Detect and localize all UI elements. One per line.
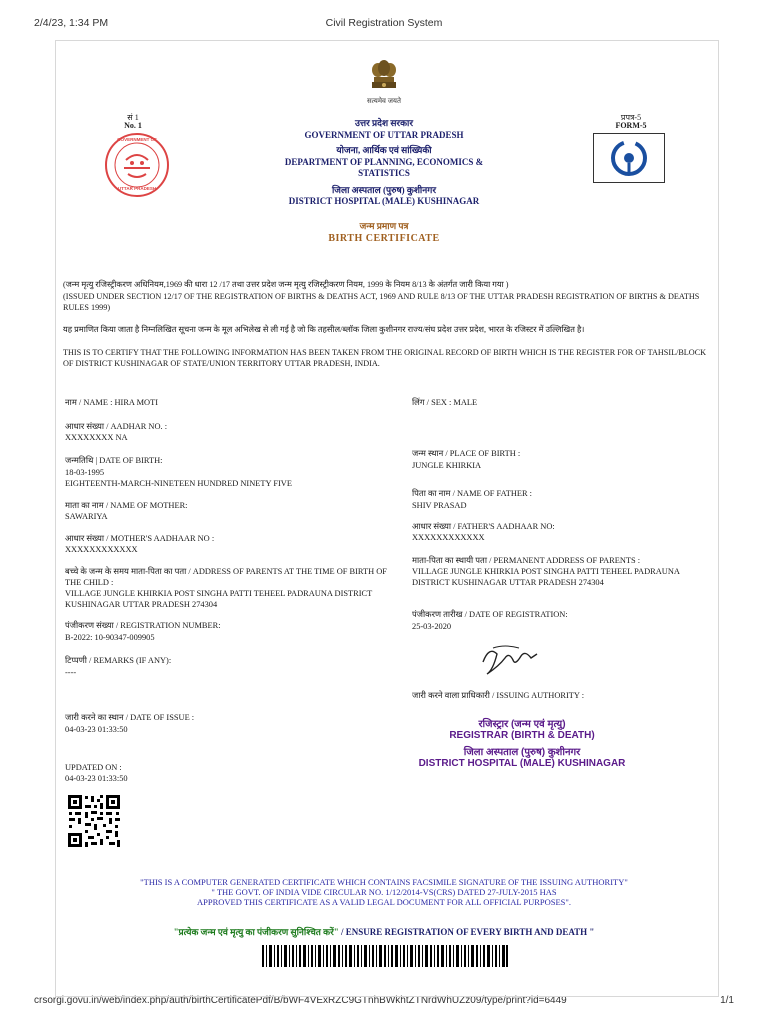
computer-generated-note: "THIS IS A COMPUTER GENERATED CERTIFICATE WHICH CONTAINS FACSIMILE SIGNATURE OF THE ISSUING AUTHORITY" (140, 877, 628, 887)
child-name: नाम / NAME : HIRA MOTI (65, 398, 159, 407)
mother-aadhaar-label: आधार संख्या / MOTHER'S AADHAAR NO : (65, 534, 215, 543)
hospital-name-en: DISTRICT HOSPITAL (MALE) KUSHINAGAR (288, 196, 480, 206)
registrar-stamp-en: REGISTRAR (BIRTH & DEATH) (449, 730, 595, 741)
child-sex: लिंग / SEX : MALE (412, 398, 478, 407)
certificate-title-en: BIRTH CERTIFICATE (328, 233, 440, 244)
registrar-signature-icon (475, 640, 545, 680)
updated-on-label: UPDATED ON : (65, 763, 122, 772)
mother-aadhaar-value: XXXXXXXXXXXX (65, 545, 138, 554)
address-at-birth-value: VILLAGE JUNGLE KHIRKIA POST SINGHA PATTI TEHEEL PADRAUNA DISTRICT KUSHINAGAR UTTAR PRADESH 274304 (65, 589, 373, 609)
father-aadhaar-label: आधार संख्या / FATHER'S AADHAAR NO: (412, 522, 555, 531)
print-page-title: Civil Registration System (325, 17, 443, 29)
dept-name-hi: योजना, आर्थिक एवं सांख्यिकी (336, 145, 432, 155)
certify-hi: यह प्रमाणित किया जाता है निम्नलिखित सूचना जन्म के मूल अभिलेख से ली गई है जो कि तहसील/ब्लॉक जिला कुशीनगर राज्य/संघ प्रदेश उत्तर प्रदेश, भारत के रजिस्टर में उल्लिखित है। (63, 325, 585, 334)
dob-words: EIGHTEENTH-MARCH-NINETEEN HUNDRED NINETY FIVE (65, 479, 292, 488)
updated-on-value: 04-03-23 01:33:50 (65, 774, 128, 783)
seal-text-bottom: UTTAR PRADESH (117, 186, 157, 191)
registration-number-label: पंजीकरण संख्या / REGISTRATION NUMBER: (65, 621, 221, 630)
national-emblem-icon (367, 58, 401, 98)
issued-under-hi: (जन्म मृत्यु रजिस्ट्रीकरण अधिनियम,1969 की धारा 12 /17 तथा उत्तर प्रदेश जन्म मृत्यु रजिस्ट्रीकरण नियम, 1999 के नियम 8/13 के अंतर्गत जारी किया गया ) (63, 280, 509, 289)
place-of-birth-label: जन्म स्थान / PLACE OF BIRTH : (412, 449, 521, 458)
qr-code-icon (66, 793, 122, 849)
certificate-title-hi: जन्म प्रमाण पत्र (359, 221, 409, 231)
dept-name-en-1: DEPARTMENT OF PLANNING, ECONOMICS & (284, 157, 484, 167)
issuing-authority-label: जारी करने वाला प्राधिकारी / ISSUING AUTHORITY : (412, 691, 585, 700)
emblem-motto: सत्यमेव जयते (367, 97, 401, 105)
certify-en: THIS IS TO CERTIFY THAT THE FOLLOWING INFORMATION HAS BEEN TAKEN FROM THE ORIGINAL RECORD OF BIRTH WHICH IS THE REGISTER FOR OF TAHSIL/BLOCK OF DISTRICT KUSHINAGAR OF STATE/UNION TERRITORY UTTAR PRADESH, INDIA. (63, 348, 707, 368)
serial-no-hi: सं 1 (127, 113, 139, 122)
father-name-label: पिता का नाम / NAME OF FATHER : (412, 489, 532, 498)
permanent-address-label: माता-पिता का स्थायी पता / PERMANENT ADDRESS OF PARENTS : (412, 556, 641, 565)
dob-value: 18-03-1995 (65, 468, 105, 477)
dob-label: जन्मतिथि | DATE OF BIRTH: (65, 456, 163, 465)
issue-date-value: 04-03-23 01:33:50 (65, 725, 128, 734)
aadhar-value: XXXXXXXX NA (65, 433, 128, 442)
dept-name-en-2: STATISTICS (358, 168, 410, 178)
print-page-count: 1/1 (720, 995, 734, 1006)
aadhar-label: आधार संख्या / AADHAR NO. : (65, 422, 168, 431)
registrar-stamp-hi: रजिस्ट्रार (जन्म एवं मृत्यु) (478, 719, 566, 730)
gov-name-hi: उत्तर प्रदेश सरकार (354, 118, 414, 128)
father-aadhaar-value: XXXXXXXXXXXX (412, 533, 485, 542)
circular-note-1: " THE GOVT. OF INDIA VIDE CIRCULAR NO. 1/12/2014-VS(CRS) DATED 27-JULY-2015 HAS (211, 887, 557, 897)
hospital-name-hi: जिला अस्पताल (पुरुष) कुशीनगर (331, 185, 437, 195)
registrar-stamp-hospital-en: DISTRICT HOSPITAL (MALE) KUSHINAGAR (418, 758, 626, 769)
form-no-hi: प्रपत्र-5 (620, 113, 642, 122)
form-no-en: FORM-5 (615, 121, 647, 130)
gov-name-en: GOVERNMENT OF UTTAR PRADESH (304, 130, 464, 140)
remarks-value: ---- (65, 668, 77, 677)
registration-date-label: पंजीकरण तारीख / DATE OF REGISTRATION: (412, 610, 568, 619)
registration-date-value: 25-03-2020 (412, 622, 452, 631)
mother-name-label: माता का नाम / NAME OF MOTHER: (65, 501, 188, 510)
crs-logo-icon (593, 133, 665, 183)
ensure-registration-slogan (60, 925, 708, 938)
issue-date-label: जारी करने का स्थान / DATE OF ISSUE : (65, 713, 195, 722)
place-of-birth-value: JUNGLE KHIRKIA (412, 461, 482, 470)
permanent-address-value: VILLAGE JUNGLE KHIRKIA POST SINGHA PATTI TEHEEL PADRAUNA DISTRICT KUSHINAGAR UTTAR PRADESH 274304 (412, 567, 680, 587)
registration-number-value: B-2022: 10-90347-009905 (65, 633, 155, 642)
circular-note-2: APPROVED THIS CERTIFICATE AS A VALID LEGAL DOCUMENT FOR ALL OFFICIAL PURPOSES". (196, 897, 572, 907)
remarks-label: टिप्पणी / REMARKS (IF ANY): (65, 656, 172, 665)
mother-name-value: SAWARIYA (65, 512, 108, 521)
serial-no-en: No. 1 (124, 121, 142, 130)
barcode-icon (262, 945, 508, 967)
father-name-value: SHIV PRASAD (412, 501, 467, 510)
issued-under-en: (ISSUED UNDER SECTION 12/17 OF THE REGISTRATION OF BIRTHS & DEATHS ACT, 1969 AND RULE 8/13 OF THE UTTAR PRADESH REGISTRATION OF BIRTHS & DEATHS RULES 1999) (63, 292, 700, 312)
slogan-hi: "प्रत्येक जन्म एवं मृत्यु का पंजीकरण सुनिश्चित करें" (173, 927, 339, 937)
slogan-en: / ENSURE REGISTRATION OF EVERY BIRTH AND DEATH " (338, 927, 595, 937)
address-at-birth-label: बच्चे के जन्म के समय माता-पिता का पता / ADDRESS OF PARENTS AT THE TIME OF BIRTH OF THE CHILD : (65, 567, 387, 587)
print-url[interactable]: crsorgi.govu.in/web/index.php/auth/birthCertificatePdf/B/bWF4VExRZC9GTnhBWkhtZTNrdWhUZz09/type/print?id=6449 (34, 995, 567, 1006)
seal-text-top: GOVERNMENT OF (117, 137, 157, 142)
registrar-stamp-hospital-hi: जिला अस्पताल (पुरुष) कुशीनगर (463, 747, 581, 758)
print-datetime: 2/4/23, 1:34 PM (34, 17, 109, 29)
